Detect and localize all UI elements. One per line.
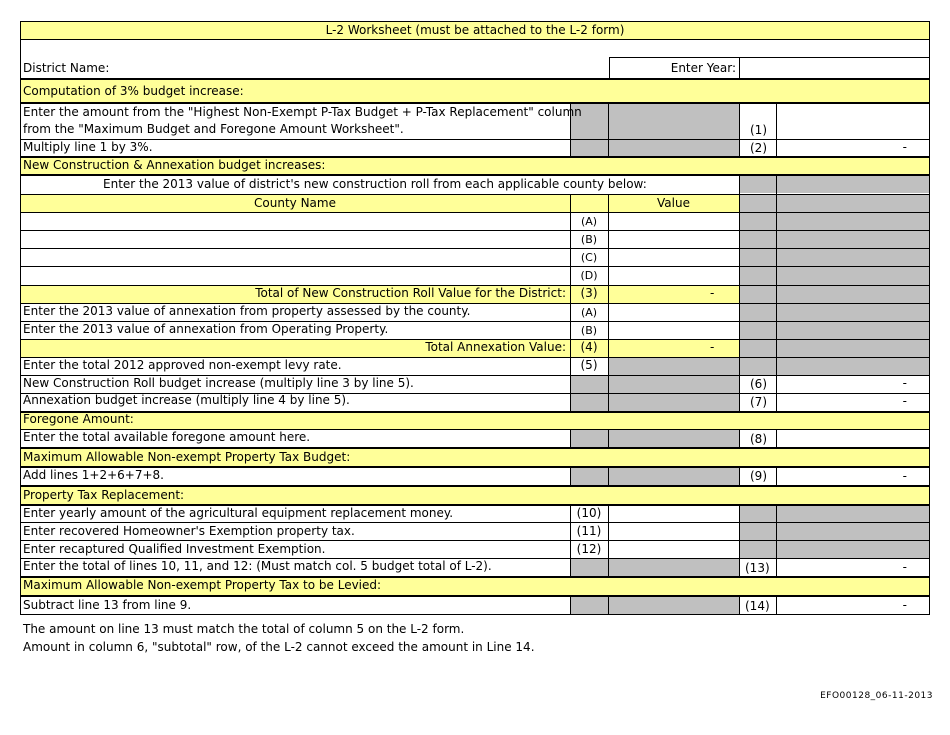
county-value-input-d[interactable] [610, 267, 737, 283]
nc-increase-text: New Construction Roll budget increase (multiply line 3 by line 5). [23, 376, 414, 390]
total-annex-label: Total Annexation Value: [425, 340, 566, 354]
district-name-label: District Name: [23, 61, 110, 75]
section-foregone: Foregone Amount: [23, 412, 134, 426]
county-label-d: (D) [580, 269, 598, 282]
enter-year-field[interactable] [742, 60, 927, 77]
total-10-12-number: (13) [745, 561, 770, 575]
annex-increase-text: Annexation budget increase (multiply line 4 by line 5). [23, 393, 350, 407]
section-computation: Computation of 3% budget increase: [23, 84, 244, 98]
line1-number: (1) [750, 123, 767, 137]
l2-worksheet [20, 21, 930, 615]
foregone-input[interactable] [778, 430, 928, 446]
section-max-budget: Maximum Allowable Non-exempt Property Tax Budget: [23, 450, 351, 464]
qie-text: Enter recaptured Qualified Investment Exemption. [23, 542, 326, 556]
ag-equip-input[interactable] [610, 506, 737, 522]
annex-a-input[interactable] [610, 304, 737, 320]
levy-rate-number: (5) [580, 358, 598, 372]
ag-equip-number: (10) [576, 506, 602, 520]
ag-equip-text: Enter yearly amount of the agricultural equipment replacement money. [23, 506, 454, 520]
annex-a-number: (A) [580, 306, 598, 319]
nc-instruction: Enter the 2013 value of district's new construction roll from each applicable county below: [103, 177, 647, 191]
homeowner-number: (11) [576, 524, 602, 538]
county-name-input-c[interactable] [22, 249, 568, 265]
note-line-13: The amount on line 13 must match the total of column 5 on the L-2 form. [23, 622, 465, 636]
district-name-field[interactable] [140, 60, 600, 77]
total-annex-number: (4) [580, 340, 598, 354]
qie-input[interactable] [610, 542, 737, 558]
section-max-levied: Maximum Allowable Non-exempt Property Tax to be Levied: [23, 578, 382, 592]
homeowner-text: Enter recovered Homeowner's Exemption property tax. [23, 524, 355, 538]
foregone-number: (8) [750, 432, 767, 446]
county-label-a: (A) [580, 215, 598, 228]
county-value-input-c[interactable] [610, 249, 737, 265]
total-10-12-value: - [902, 560, 907, 574]
line1-text-b: from the "Maximum Budget and Foregone Amount Worksheet". [23, 122, 404, 136]
county-name-input-d[interactable] [22, 267, 568, 283]
county-value-input-a[interactable] [610, 213, 737, 229]
annex-increase-number: (7) [750, 395, 767, 409]
subtract-text: Subtract line 13 from line 9. [23, 598, 192, 612]
line1-input[interactable] [778, 104, 928, 138]
county-name-header: County Name [254, 196, 336, 210]
line2-value: - [902, 140, 907, 154]
enter-year-label: Enter Year: [670, 61, 736, 75]
total-annex-value: - [710, 340, 715, 354]
county-name-input-a[interactable] [22, 213, 568, 229]
county-label-b: (B) [580, 233, 598, 246]
section-new-construction: New Construction & Annexation budget increases: [23, 158, 326, 172]
section-replacement: Property Tax Replacement: [23, 488, 185, 502]
annex-b-number: (B) [580, 324, 598, 337]
total-nc-value: - [710, 286, 715, 300]
subtract-number: (14) [745, 599, 770, 613]
section-foregone-bar [20, 411, 930, 429]
add-lines-number: (9) [750, 469, 767, 483]
line1-text-a: Enter the amount from the "Highest Non-Exempt P-Tax Budget + P-Tax Replacement" column [23, 105, 582, 119]
subtract-value: - [902, 598, 907, 612]
total-10-12-text: Enter the total of lines 10, 11, and 12: (Must match col. 5 budget total of L-2). [23, 559, 492, 573]
annex-b-text: Enter the 2013 value of annexation from Operating Property. [23, 322, 389, 336]
qie-number: (12) [576, 542, 602, 556]
county-value-input-b[interactable] [610, 231, 737, 247]
levy-rate-text: Enter the total 2012 approved non-exempt levy rate. [23, 358, 342, 372]
foregone-text: Enter the total available foregone amount here. [23, 430, 311, 444]
form-code: EFO00128_06-11-2013 [820, 691, 933, 701]
nc-increase-value: - [902, 376, 907, 390]
total-nc-label: Total of New Construction Roll Value for the District: [255, 286, 566, 300]
county-name-input-b[interactable] [22, 231, 568, 247]
note-column-6: Amount in column 6, "subtotal" row, of the L-2 cannot exceed the amount in Line 14. [23, 640, 535, 654]
line2-number: (2) [750, 141, 767, 155]
homeowner-input[interactable] [610, 524, 737, 540]
value-header: Value [657, 196, 690, 210]
nc-increase-number: (6) [750, 377, 767, 391]
annex-increase-value: - [902, 394, 907, 408]
total-nc-number: (3) [580, 286, 598, 300]
line2-text: Multiply line 1 by 3%. [23, 140, 153, 154]
add-lines-text: Add lines 1+2+6+7+8. [23, 468, 164, 482]
add-lines-value: - [902, 469, 907, 483]
annex-b-input[interactable] [610, 322, 737, 338]
county-label-c: (C) [580, 251, 598, 264]
annex-a-text: Enter the 2013 value of annexation from property assessed by the county. [23, 304, 471, 318]
worksheet-title: L-2 Worksheet (must be attached to the L-2 form) [325, 23, 625, 37]
